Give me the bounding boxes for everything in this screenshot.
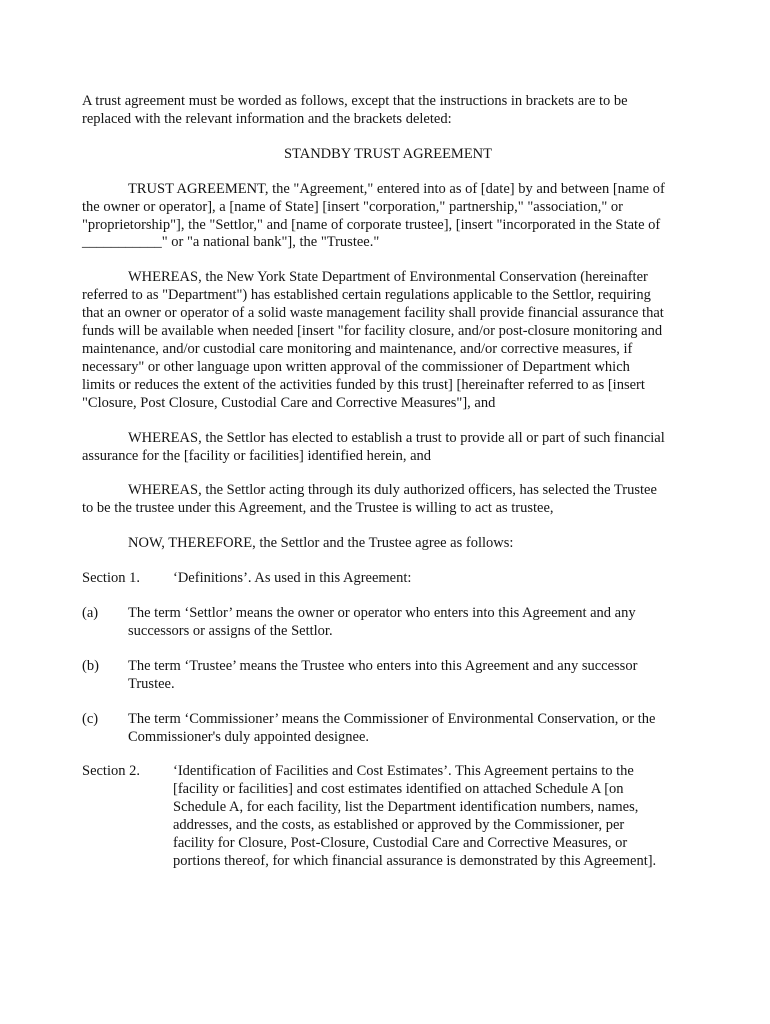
trust-agreement-paragraph: TRUST AGREEMENT, the "Agreement," entered into as of [date] by and between [name of the owner or operator], a [name of State] [insert "corporation," partnership," "association," or "proprietorship"], the "Settlor," and [name of corporate trustee], [insert "incorporated in the State of ___________" or "a national bank"], the "Trustee."	[82, 180, 665, 251]
intro-paragraph: A trust agreement must be worded as follows, except that the instructions in brackets are to be replaced with the relevant information and the brackets deleted:	[82, 93, 628, 127]
whereas-paragraph-1: WHEREAS, the New York State Department of Environmental Conservation (hereinafter referred to as "Department") has established certain regulations applicable to the Settlor, requiring that an owner or operator of a solid waste management facility shall provide financial assurance that funds will be available when needed [insert "for facility closure, and/or post-closure monitoring and maintenance, and/or custodial care monitoring and maintenance, and/or corrective measures, if necessary" or other language upon written approval of the commissioner of Department which limits or reduces the extent of the activities funded by this trust] [hereinafter referred to as [insert "Closure, Post Closure, Custodial Care and Corrective Measures"], and	[82, 269, 664, 411]
definition-text: The term ‘Settlor’ means the owner or operator who enters into this Agreement and any successors or assigns of the Settlor.	[128, 605, 636, 639]
definition-text: The term ‘Trustee’ means the Trustee who enters into this Agreement and any successor Trustee.	[128, 657, 638, 692]
whereas-paragraph-3: WHEREAS, the Settlor acting through its duly authorized officers, has selected the Trustee to be the trustee under this Agreement, and the Trustee is willing to act as trustee,	[82, 482, 657, 517]
definition-item	[82, 605, 694, 641]
definition-item	[82, 711, 694, 747]
section-1	[82, 570, 694, 588]
definition-label: (a)	[82, 605, 99, 622]
definition-label: (c)	[82, 710, 99, 727]
section-1-heading: ‘Definitions’. As used in this Agreement:	[173, 570, 412, 587]
section-2-text: ‘Identification of Facilities and Cost Estimates’. This Agreement pertains to the [facility or facilities] and cost estimates identified on attached Schedule A [on Schedule A, for each facility, list the Department identification numbers, names, addresses, and the costs, as established or approved by the Commissioner, per facility for Closure, Post-Closure, Custodial Care and Corrective Measures, or portions thereof, for which financial assurance is demonstrated by this Agreement].	[173, 763, 657, 869]
section-2	[82, 763, 694, 870]
document-page	[82, 93, 694, 888]
now-therefore-paragraph: NOW, THEREFORE, the Settlor and the Trustee agree as follows:	[128, 535, 514, 552]
definition-text: The term ‘Commissioner’ means the Commissioner of Environmental Conservation, or the Commissioner's duly appointed designee.	[128, 710, 656, 745]
section-2-label: Section 2.	[82, 763, 140, 780]
definition-item	[82, 658, 694, 694]
section-1-label: Section 1.	[82, 570, 140, 587]
definition-label: (b)	[82, 657, 99, 674]
whereas-paragraph-2: WHEREAS, the Settlor has elected to establish a trust to provide all or part of such financial assurance for the [facility or facilities] identified herein, and	[82, 429, 665, 464]
document-title: STANDBY TRUST AGREEMENT	[283, 145, 493, 162]
